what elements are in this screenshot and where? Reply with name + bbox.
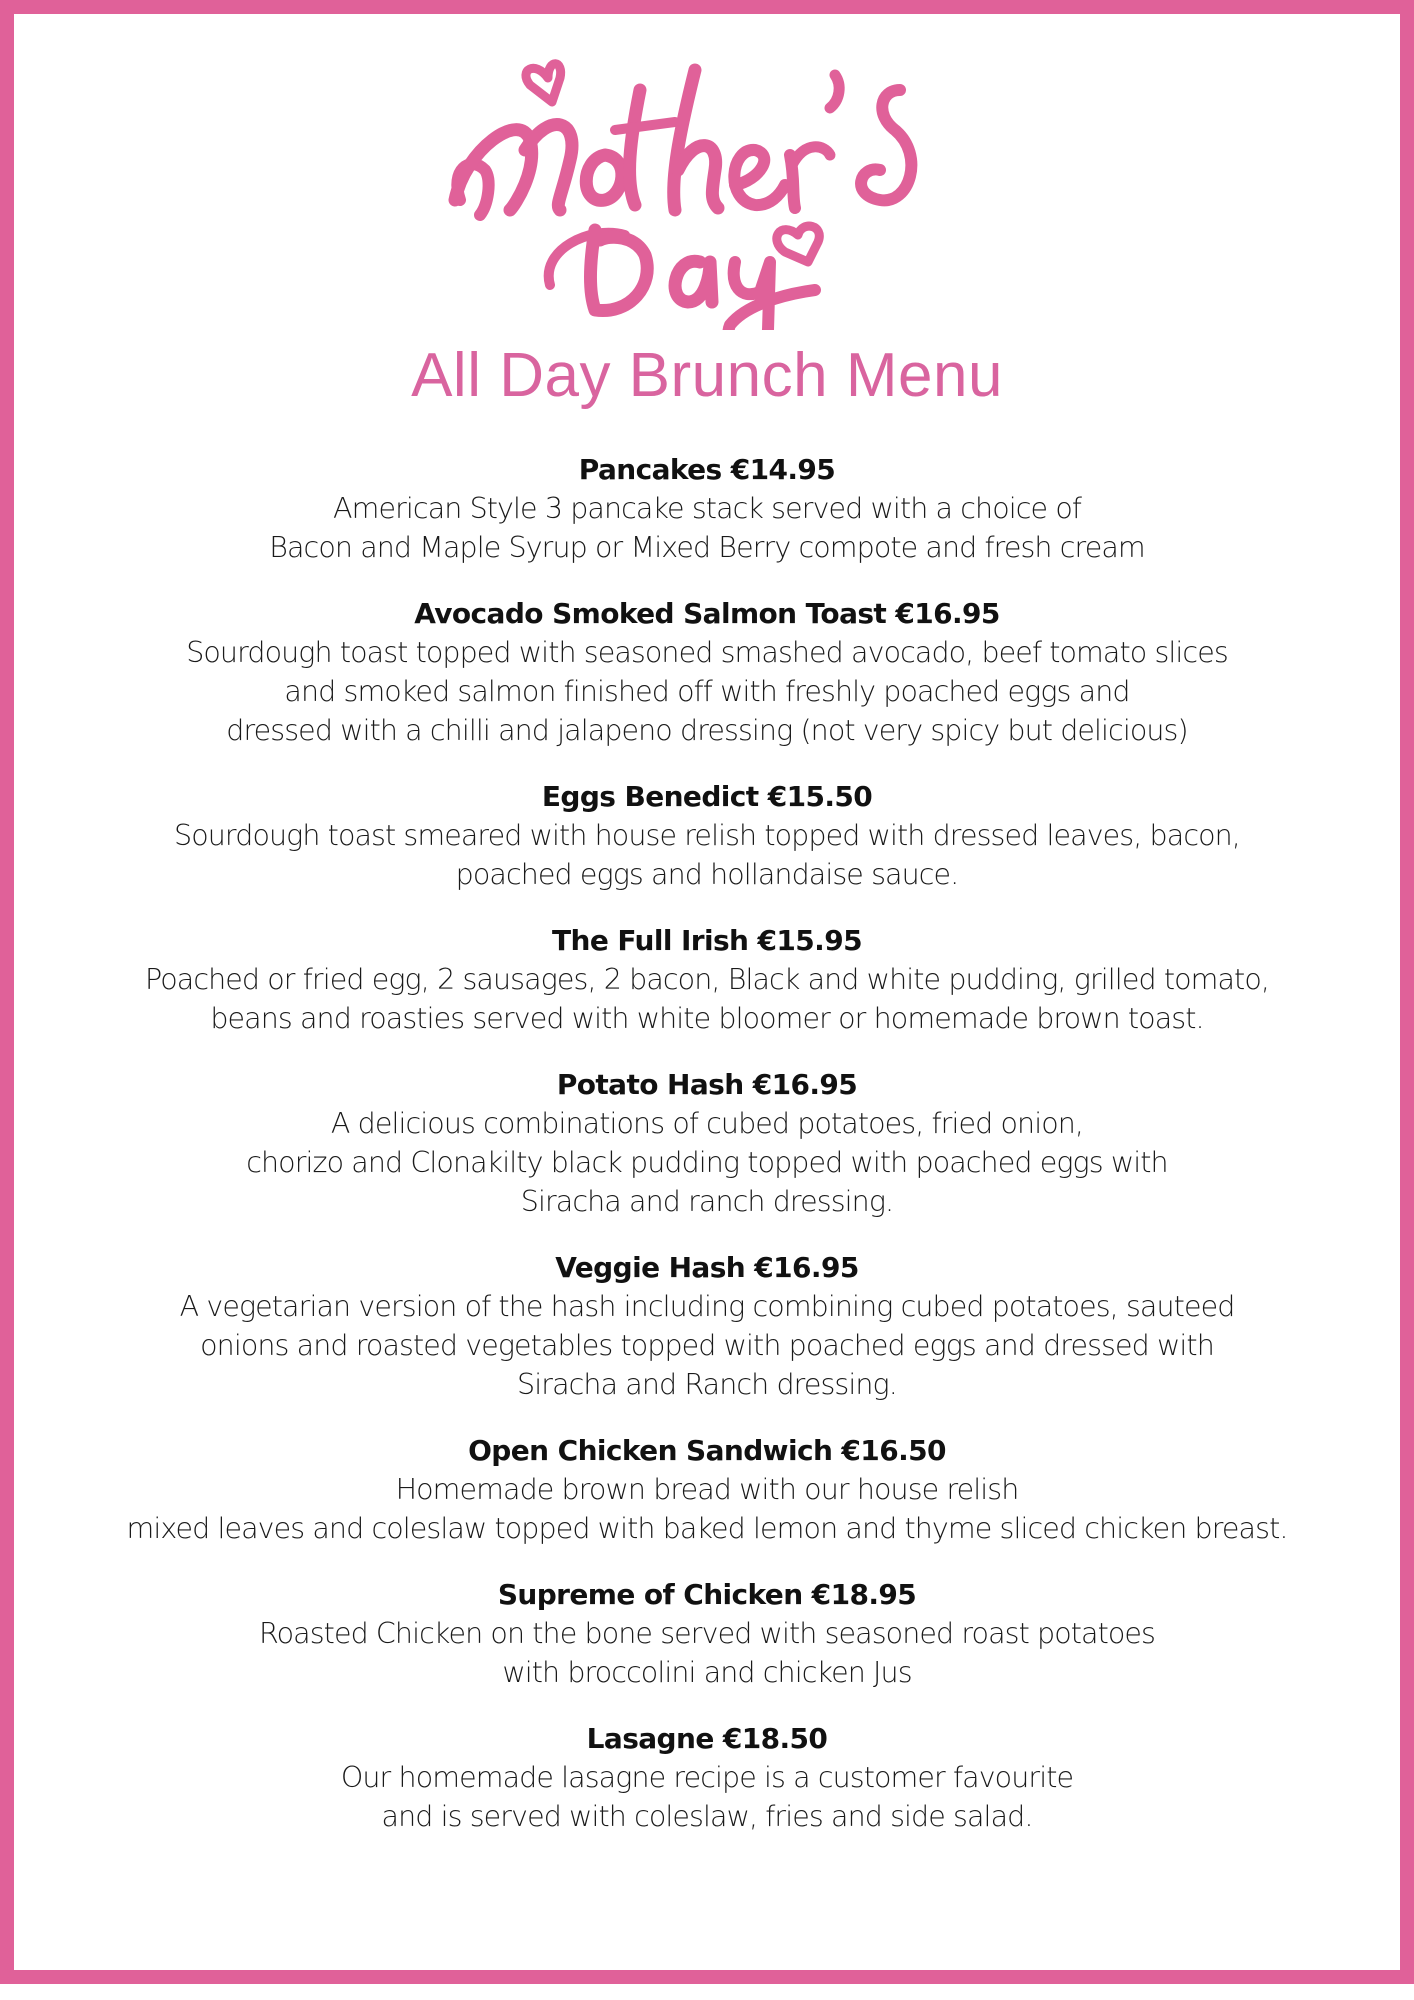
menu-item-desc-line: American Style 3 pancake stack served with a choice of (333, 492, 1081, 525)
menu-item-desc-line: mixed leaves and coleslaw topped with baked lemon and thyme sliced chicken breast. (126, 1512, 1288, 1545)
menu-item-desc-line: Bacon and Maple Syrup or Mixed Berry compote and fresh cream (269, 531, 1145, 564)
menu-item-desc-line: with broccolini and chicken Jus (502, 1656, 912, 1689)
menu-item-desc-line: Roasted Chicken on the bone served with seasoned roast potatoes (259, 1617, 1155, 1650)
menu-item-desc-line: onions and roasted vegetables topped with poached eggs and dressed with (200, 1329, 1214, 1362)
mothers-day-logo (430, 30, 950, 330)
menu-item-desc-line: dressed with a chilli and jalapeno dressing (not very spicy but delicious) (226, 714, 1188, 747)
page-title: All Day Brunch Menu (411, 341, 1003, 410)
menu-item-name: The Full Irish €15.95 (551, 924, 862, 957)
menu-item-desc-line: A delicious combinations of cubed potatoes, fried onion, (330, 1107, 1084, 1140)
menu-item-open-chicken-sandwich (14, 1431, 1400, 1548)
menu-item-full-irish (14, 921, 1400, 1038)
menu-item-name: Potato Hash €16.95 (556, 1068, 858, 1101)
menu-item-name: Lasagne €18.50 (586, 1722, 828, 1755)
menu-item-lasagne (14, 1719, 1400, 1836)
menu-item-desc-line: Sourdough toast smeared with house relish topped with dressed leaves, bacon, (174, 819, 1240, 852)
menu-item-veggie-hash (14, 1248, 1400, 1404)
menu-item-desc-line: and is served with coleslaw, fries and side salad. (381, 1800, 1033, 1833)
menu-item-potato-hash (14, 1065, 1400, 1221)
menu-item-desc-line: Poached or fried egg, 2 sausages, 2 bacon, Black and white pudding, grilled tomato, (144, 963, 1270, 996)
menu-item-desc-line: A vegetarian version of the hash including combining cubed potatoes, sauteed (179, 1290, 1235, 1323)
menu-item-desc-line: beans and roasties served with white bloomer or homemade brown toast. (210, 1002, 1204, 1035)
menu-item-desc-line: chorizo and Clonakilty black pudding topped with poached eggs with (246, 1146, 1168, 1179)
menu-item-name: Supreme of Chicken €18.95 (497, 1578, 917, 1611)
menu-item-desc-line: Our homemade lasagne recipe is a customer favourite (340, 1761, 1074, 1794)
menu-item-desc-line: poached eggs and hollandaise sauce. (455, 858, 959, 891)
menu-item-desc-line: Siracha and ranch dressing. (520, 1185, 894, 1218)
menu-item-name: Avocado Smoked Salmon Toast €16.95 (414, 597, 1000, 630)
menu-item-pancakes (14, 450, 1400, 567)
menu-item-desc-line: Sourdough toast topped with seasoned smashed avocado, beef tomato slices (186, 636, 1228, 669)
menu-item-desc-line: Siracha and Ranch dressing. (517, 1368, 897, 1401)
menu-item-supreme-of-chicken (14, 1575, 1400, 1692)
menu-item-name: Open Chicken Sandwich €16.50 (468, 1434, 946, 1467)
menu-item-name: Veggie Hash €16.95 (555, 1251, 859, 1284)
mothers-day-lettering-icon (430, 30, 950, 330)
menu-item-avocado-salmon-toast (14, 594, 1400, 750)
menu-item-desc-line: and smoked salmon finished off with freshly poached eggs and (284, 675, 1130, 708)
menu-item-name: Eggs Benedict €15.50 (541, 780, 873, 813)
menu-item-eggs-benedict (14, 777, 1400, 894)
menu-item-name: Pancakes €14.95 (578, 453, 836, 486)
menu-list (14, 450, 1400, 1863)
menu-item-desc-line: Homemade brown bread with our house relish (395, 1473, 1019, 1506)
